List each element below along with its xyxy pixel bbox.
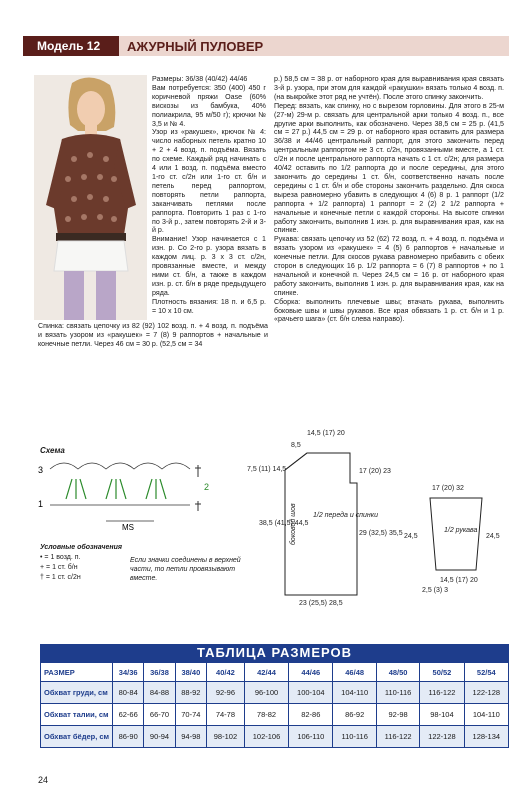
sleeve-top: 17 (20) 32 <box>432 485 464 492</box>
materials-paragraph: Вам потребуется: 350 (400) 450 г коричневой пряжи Oase (60% вискозы из бамбука, 40% полиакрила, 95 м/50 г); крючки № 3,5 и № 4. <box>152 83 266 128</box>
attention-paragraph: Внимание! Узор начинается с 1 изн. р. Со 2-го р. узора вязать в каждом лиц. р. 3 х 3 ст. с/2н, провязанные вместе, и между ними ст. б/н, а также в каждом изн. р. ст. б/н в ряде предыдущего ряда. <box>152 235 266 297</box>
table-row: Обхват талии, см 62-66 66-70 70-74 74-78 78-82 82-86 86-92 92-98 98-104 104-110 <box>41 704 509 726</box>
legend-item-chain: • = 1 возд. п. <box>40 554 81 561</box>
bottom-width: 23 (25,5) 28,5 <box>299 600 343 607</box>
legend-title: Условные обозначения <box>40 544 123 551</box>
scheme-title: Схема <box>40 446 65 455</box>
row-label-1: 1 <box>38 499 44 509</box>
side-seam-label: боковой шов <box>290 503 297 545</box>
page-number: 24 <box>38 775 49 785</box>
instructions-column-1 <box>152 75 266 315</box>
right-height: 29 (32,5) 35,5 <box>359 530 403 537</box>
stitch-pattern-paragraph: Узор из «ракушек», крючок № 4: число наборных петель кратно 10 + 2 + 4 возд. п. подъёма. Вязать по схеме. Каждый ряд начинать с 4 или 1 возд. п. подъёма вместо 1-го ст. с/2н или 1-го ст. б/н и петель перед раппортом, повторять петли раппорта, заканчивать петлями после раппорта. Повторить 1 раз с 1-го по 3-й р., затем повторять 2-й и 3-й р. <box>152 128 266 235</box>
legend <box>40 543 122 583</box>
scheme-note: Если значки соединены в верхней части, то петли провязывают вместе. <box>130 557 241 582</box>
back-continued-paragraph: р.) 58,5 см = 38 р. от наборного края для выравнивания края связать 3-й р. узора, при этом для каждой «ракушки» вязать только 4 возд. п. (на выкройке этот ряд не учтён). После этого спинку закончить. <box>274 75 504 101</box>
size-table-title: ТАБЛИЦА РАЗМЕРОВ <box>40 644 509 662</box>
model-number: Модель 12 <box>23 36 119 56</box>
gauge-paragraph: Плотность вязания: 18 п. и 6,5 р. = 10 х 10 см. <box>152 297 266 315</box>
sleeve-increase: 2,5 (3) 3 <box>422 587 449 594</box>
page-header <box>23 36 509 56</box>
crochet-chart <box>36 455 236 535</box>
front-paragraph: Перед: вязать, как спинку, но с вырезом горловины. Для этого в 25-м (27-м) 29-м р. связать для центральной арки только 4 возд. п., все другие арки выполнить, как обозначено. Через 38,5 см = 25 р. (41,5 см = 27 р.) 44,5 см = 29 р. от наборного края оставить для размера 36/38 и 44/46 центральный раппорт, для этого закончить перед центральным раппортом не 3 ст. с/2н, провязанными вместе, а 1 ст. с/2н и после центрального раппорта начать с 1 ст. с/2н; для размера 40/42 оставить по 1/2 раппорта до и после середины, для этого закончить до середины 1 ст. б/н, соответственно начать после середины с 1 ст. б/н и обе стороны закончить раздельно. Для скоса выреза равномерно убавить в следующих 4 (6) 8 р. 1 раппорт (1/2 раппорта + 1/2 раппорта) 1 раппорт = 2 (2) 2 1/2 раппорта + начальные и конечные петли с каждой стороны. На высоте спинки работу закончить, выполнив 1 изн. р. для выравнивания края, как на спинке. <box>274 101 504 235</box>
back-paragraph: Спинка: связать цепочку из 82 (92) 102 возд. п. + 4 возд. п. подъёма и вязать узором из «ракушек» = 7 (8) 9 раппортов + начальные и конечные петли. Через 46 см = 30 р. (52,5 см = 34 <box>38 322 268 348</box>
size-table <box>40 644 509 768</box>
sleeve-label: 1/2 рукава <box>444 527 478 534</box>
model-photo <box>34 75 147 320</box>
front-back-pattern <box>247 425 403 607</box>
instructions-column-2 <box>274 75 504 324</box>
sleeves-paragraph: Рукава: связать цепочку из 52 (62) 72 возд. п. + 4 возд. п. подъёма и вязать узором из «ракушек» = 4 (5) 6 раппортов + начальные и конечные петли. Для скосов рукава равномерно прибавить с обеих сторон в следующих 16 р. 1/2 раппорта = 6 (7) 8 раппортов + по 1 начальной и конечной п. Через 24,5 см = 16 р. от наборного края работу закончить, выполнив 1 изн. р. для выравнивания края, как на спинке. <box>274 235 504 297</box>
legend-item-dc: † = 1 ст. с/2н <box>40 574 81 581</box>
piece-label: 1/2 переда и спинки <box>313 512 378 519</box>
sleeve-side-left: 24,5 <box>404 533 418 540</box>
row-label-2: 2 <box>204 482 210 492</box>
sleeve-side-right: 24,5 <box>486 533 500 540</box>
neck-width: 8,5 <box>291 442 301 449</box>
sleeve-pattern <box>400 480 510 620</box>
sizes-paragraph: Размеры: 36/38 (40/42) 44/46 <box>152 75 248 83</box>
size-table-header: РАЗМЕР 34/36 36/38 38/40 40/42 42/44 44/46 46/48 48/50 50/52 52/54 <box>41 663 509 682</box>
table-row: Обхват груди, см 80-84 84-88 88-92 92-96 96-100 100-104 104-110 110-116 116-122 122-128 <box>41 682 509 704</box>
table-row: Обхват бёдер, см 86-90 90-94 94-98 98-102 102-106 106-110 110-116 116-122 122-128 128-134 <box>41 726 509 748</box>
row-label-3: 3 <box>38 465 44 475</box>
legend-item-sc: + = 1 ст. б/н <box>40 564 78 571</box>
repeat-label: MS <box>122 523 134 532</box>
neck-depth: 7,5 (11) 14,5 <box>247 466 287 473</box>
armhole-height: 17 (20) 23 <box>359 468 391 475</box>
top-width: 14,5 (17) 20 <box>307 430 345 437</box>
assembly-paragraph: Сборка: выполнить плечевые швы; втачать рукава, выполнить боковые швы и швы рукавов. Все края обвязать 1 р. ст. б/н и 1 р. «рачьего шага» (ст. б/н слева направо). <box>274 297 504 324</box>
pattern-title: АЖУРНЫЙ ПУЛОВЕР <box>119 36 509 56</box>
left-height: 38,5 (41,5) 44,5 <box>259 520 309 527</box>
sleeve-bottom: 14,5 (17) 20 <box>440 577 478 584</box>
